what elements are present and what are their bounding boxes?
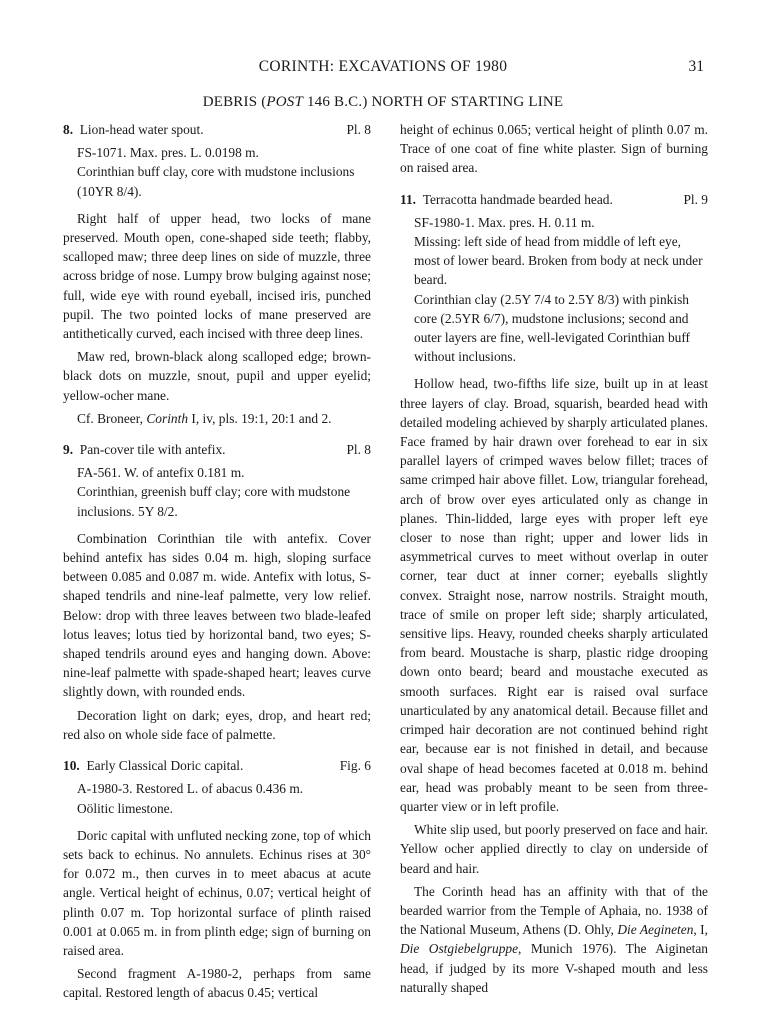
entry-title-text: Lion-head water spout.	[79, 122, 204, 137]
entry-11-meta	[400, 213, 708, 367]
entry-11-heading	[400, 190, 708, 209]
left-column	[63, 120, 371, 1003]
description-paragraph: Decoration light on dark; eyes, drop, and heart red; red also on whole side face of palmette.	[63, 707, 371, 742]
entry-9-meta	[63, 463, 371, 521]
entry-number: 8.	[63, 122, 74, 137]
catalog-info: FS-1071. Max. pres. L. 0.0198 m.	[77, 145, 259, 161]
missing-info: Missing: left side of head from middle of left eye, most of lower beard. Broken from body at neck under beard.	[414, 234, 703, 288]
continued-paragraph: height of echinus 0.065; vertical height of plinth 0.07 m. Trace of one coat of fine white plaster. Sign of burning on raised area.	[400, 122, 708, 176]
material-info: Corinthian clay (2.5Y 7/4 to 2.5Y 8/3) with pinkish core (2.5YR 6/7), mudstone inclusions; second and outer layers are fine, well-levigated Corinthian buff without inclusions.	[414, 291, 691, 365]
comparison-text: , I,	[693, 922, 708, 938]
entry-10-heading	[63, 756, 371, 775]
entry-title	[63, 440, 226, 459]
entry-title	[400, 190, 613, 209]
comparison-text: , Munich 1976). The Aiginetan head, if judged by its more V-shaped mouth and less naturally shaped	[400, 941, 709, 995]
description-paragraph: White slip used, but poorly preserved on face and hair. Yellow ocher applied directly to clay on underside of beard and hair.	[400, 822, 708, 876]
entry-title	[63, 756, 243, 775]
entry-title-text: Pan-cover tile with antefix.	[79, 442, 226, 458]
entry-number: 11.	[400, 191, 416, 207]
material-info: Corinthian, greenish buff clay; core with mudstone inclusions. 5Y 8/2.	[77, 484, 351, 519]
entry-number: 9.	[63, 442, 74, 458]
plate-ref: Pl. 8	[346, 122, 371, 137]
entry-number: 10.	[63, 758, 80, 774]
section-title-part: DEBRIS (	[202, 94, 267, 110]
page-number: 31	[688, 58, 704, 75]
section-title	[0, 94, 766, 111]
description-paragraph: Second fragment A-1980-2, perhaps from same capital. Restored length of abacus 0.45; vertical	[63, 966, 371, 1001]
entry-title-text: Terracotta handmade bearded head.	[422, 191, 613, 207]
entry-8-heading	[63, 120, 371, 139]
ref-text: Cf. Broneer,	[77, 410, 147, 426]
reference-paragraph	[63, 409, 371, 428]
description-paragraph: Right half of upper head, two locks of mane preserved. Mouth open, cone-shaped side teeth; flabby, scalloped maw; three deep lines on side of muzzle, three across bridge of nose. Lumpy brow bulging against nose; full, wide eye with round eyeball, incised iris, punched pupil. The two pointed locks of mane preserved are antithetically curved, each incised with three deep lines.	[63, 210, 371, 342]
plate-ref: Pl. 9	[683, 191, 708, 207]
entry-10-meta	[63, 779, 371, 817]
figure-ref: Fig. 6	[339, 758, 371, 774]
description-paragraph: Combination Corinthian tile with antefix. Cover behind antefix has sides 0.04 m. high, sloping surface between 0.085 and 0.087 m. wide. Antefix with lotus, S-shaped tendrils and nine-leaf palmette, very low relief. Below: drop with three leaves between two blade-leafed lotus leaves; lotus tied by horizontal band, two eyes; S-shaped tendrils around eyes and hanging down. Above: nine-leaf palmette with spade-shaped heart; leaves curve slightly down, with rounded ends.	[63, 530, 371, 700]
description-paragraph: Maw red, brown-black along scalloped edge; brown-black dots on muzzle, snout, pupil and upper eyelid; yellow-ocher mane.	[63, 349, 371, 403]
entry-8-meta	[63, 143, 371, 201]
comparison-italic: Die Ostgiebelgruppe	[400, 941, 519, 957]
ref-italic: Corinth	[146, 410, 189, 426]
plate-ref: Pl. 8	[346, 442, 371, 458]
comparison-text: The Corinth head has an affinity with that of the bearded warrior from the Temple of Aphaia, no. 1938 of the National Museum, Athens (D. Ohly,	[400, 883, 708, 938]
comparison-italic: Die Aegineten	[617, 922, 694, 938]
ref-text: I, iv, pls. 19:1, 20:1 and 2.	[188, 410, 332, 426]
entry-title	[63, 120, 204, 139]
catalog-info: FA-561. W. of antefix 0.181 m.	[77, 465, 245, 481]
description-paragraph: Hollow head, two-fifths life size, built up in at least three layers of clay. Broad, squarish, bearded head with detailed modeling achieved by sharply articulated planes. Face framed by hair drawn over forehead to ear in six parallel layers of crimped waves below fillet; traces of same crimped hair above fillet. Low, triangular forehead, arch of brow over eyes articulated only as change in planes. Thin-lidded, large eyes with proper left eye closer to nose than right; upper and lower lids in asymmetrical curves to meet without overlap in outer corner, tear duct at inner corner; eyeballs slightly convex. Straight nose, narrow nostrils. Straight mouth, trace of smile on proper left side; sharply articulated, sensitive lips. Heavy, rounded cheeks sharply articulated from beard. Moustache is sharp, plastic ridge drooping down onto beard; beard and moustache executed as smooth surfaces. Right ear is raised oval surface unarticulated by any anatomical detail. Because fillet and crimped hair decoration are not continued behind right ear, because ear is not finished in detail, and because oval shape of head becomes faceted at 0.018 m. behind ear, head was probably meant to be seen from three-quarter view or in left profile.	[400, 376, 708, 814]
right-column	[400, 120, 708, 997]
running-title: CORINTH: EXCAVATIONS OF 1980	[258, 58, 508, 75]
entry-title-text: Early Classical Doric capital.	[86, 758, 244, 774]
entry-9-heading	[63, 440, 371, 459]
page-header	[0, 58, 766, 80]
comparison-paragraph	[400, 882, 708, 997]
section-title-italic: POST	[266, 94, 304, 110]
description-paragraph: Doric capital with unfluted necking zone, top of which sets back to echinus. No annulets. Echinus rises at 30° for 0.072 m., then curves in to meet abacus at acute angle. Vertical height of echinus, 0.07; vertical height of plinth 0.07 m. Top horizontal surface of plinth raised 0.001 at 0.065 m. in from plinth edge; sign of burning on raised area.	[63, 827, 371, 958]
material-info: Oölitic limestone.	[77, 800, 173, 816]
material-info: Corinthian buff clay, core with mudstone inclusions (10YR 8/4).	[77, 164, 355, 199]
section-title-part: 146 B.C.) NORTH OF STARTING LINE	[303, 94, 564, 110]
catalog-info: A-1980-3. Restored L. of abacus 0.436 m.	[77, 781, 304, 797]
catalog-info: SF-1980-1. Max. pres. H. 0.11 m.	[414, 214, 595, 230]
